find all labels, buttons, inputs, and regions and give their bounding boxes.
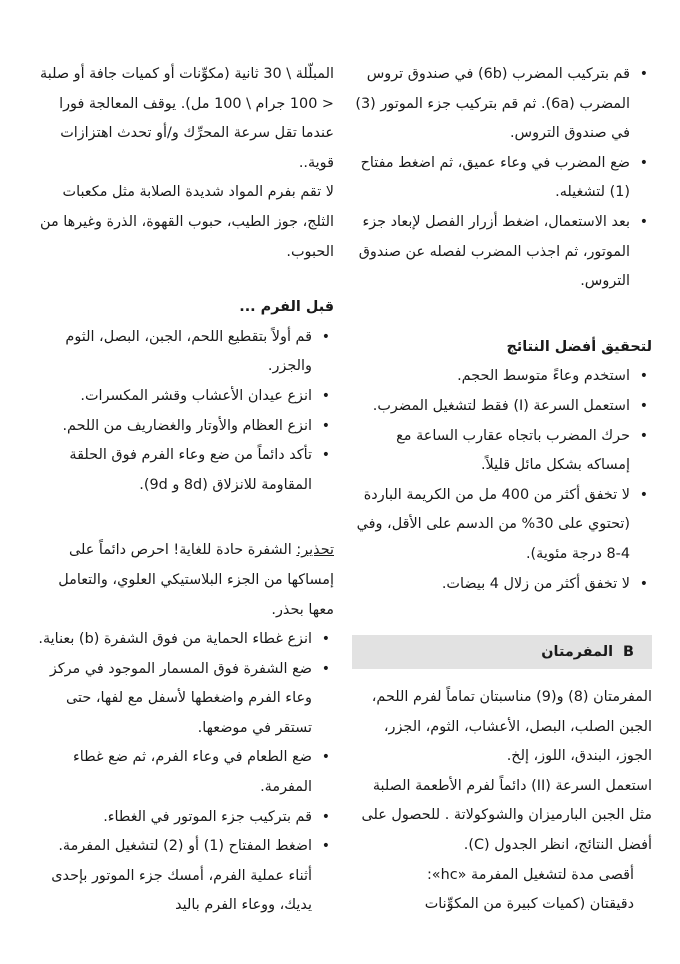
best-results-heading: لتحقيق أفضل النتائج bbox=[506, 338, 652, 355]
section-letter: B bbox=[623, 644, 634, 661]
list-item: • لا تخفق أكثر من 400 مل من الكريمة الباردة (تحتوي على 30% من الدسم على الأقل، وفي 4-8 درجة مئوية). bbox=[352, 481, 652, 570]
list-item: • حرك المضرب باتجاه عقارب الساعة مع إمساكه بشكل مائل قليلاً. bbox=[352, 422, 652, 481]
before-chopping-heading: قبل الفرم ... bbox=[239, 299, 334, 316]
best-results-bullets bbox=[352, 362, 652, 599]
choppers-intro: المفرمتان (8) و(9) مناسبتان تماماً لفرم اللحم، الجبن الصلب، البصل، الأعشاب، الثوم، الجزر، الجوز، البندق، اللوز، إلخ. bbox=[371, 689, 652, 765]
list-item: • قم أولاً بتقطيع اللحم، الجبن، البصل، الثوم والجزر. bbox=[34, 323, 334, 382]
before-chopping-bullets bbox=[34, 323, 334, 501]
list-item: • قم بتركيب جزء الموتور في الغطاء. bbox=[34, 803, 334, 833]
list-item: • قم بتركيب المضرب (6b) في صندوق تروس المضرب (6a). ثم قم بتركيب جزء الموتور (3) في صندوق التروس. bbox=[352, 60, 652, 149]
list-item: • ضع المضرب في وعاء عميق، ثم اضغط مفتاح (1) لتشغيله. bbox=[352, 149, 652, 208]
hard-foods-warning: لا تقم بفرم المواد شديدة الصلابة مثل مكعبات الثلج، جوز الطيب، حبوب القهوة، الذرة وغيرها من الحبوب. bbox=[40, 184, 334, 260]
section-title: المفرمتان bbox=[541, 644, 614, 661]
list-item: • اضغط المفتاح (1) أو (2) لتشغيل المفرمة. أثناء عملية الفرم، أمسك جزء الموتور بإحدى يديك، ووعاء الفرم باليد bbox=[34, 832, 334, 921]
list-item: • تأكد دائماً من ضع وعاء الفرم فوق الحلقة المقاومة للانزلاق (8d و 9d). bbox=[34, 441, 334, 500]
list-item: • ضع الطعام في وعاء الفرم، ثم ضع غطاء المفرمة. bbox=[34, 743, 334, 802]
section-header-b bbox=[352, 635, 652, 669]
list-item: • استعمل السرعة (I) فقط لتشغيل المضرب. bbox=[352, 392, 652, 422]
max-time-line-2: دقيقتان (كميات كبيرة من المكوِّنات bbox=[424, 896, 634, 913]
warning-label: تحذير: bbox=[296, 542, 334, 559]
blade-warning bbox=[34, 536, 334, 625]
list-item: • استخدم وعاءً متوسط الحجم. bbox=[352, 362, 652, 392]
warning-text: الشفرة حادة للغاية! احرص دائماً على إمساكها من الجزء البلاستيكي العلوي، والتعامل معها بحذر. bbox=[58, 542, 334, 618]
choppers-speed-note: استعمل السرعة (II) دائماً لفرم الأطعمة الصلبة مثل الجبن البارميزان والشوكولاتة . للحصول على أفضل النتائج، انظر الجدول (C). bbox=[361, 777, 652, 854]
list-item: • ضع الشفرة فوق المسمار الموجود في مركز وعاء الفرم واضغطها لأسفل مع لفها، حتى تستقر في موضعها. bbox=[34, 655, 334, 744]
list-item: • بعد الاستعمال، اضغط أزرار الفصل لإبعاد جزء الموتور، ثم اجذب المضرب لفصله عن صندوق التروس. bbox=[352, 208, 652, 297]
list-item: • انزع العظام والأوتار والغضاريف من اللحم. bbox=[34, 412, 334, 442]
assembly-bullets bbox=[352, 60, 652, 297]
list-item: • انزع غطاء الحماية من فوق الشفرة (b) بعناية. bbox=[34, 625, 334, 655]
list-item: • لا تخفق أكثر من زلال 4 بيضات. bbox=[352, 570, 652, 600]
list-item: • انزع عيدان الأعشاب وقشر المكسرات. bbox=[34, 382, 334, 412]
operating-time-paragraph: المبلّلة \ 30 ثانية (مكوِّنات أو كميات جافة أو صلبة < 100 جرام \ 100 مل). يوقف المعالجة فورا عندما تقل سرعة المحرِّك و/أو تحدث اهتزازات قوية.. bbox=[40, 66, 334, 171]
left-column bbox=[34, 60, 334, 921]
max-time-line-1: أقصى مدة لتشغيل المفرمة «hc»: bbox=[426, 866, 634, 883]
chopping-steps bbox=[34, 625, 334, 921]
right-column bbox=[352, 60, 652, 920]
